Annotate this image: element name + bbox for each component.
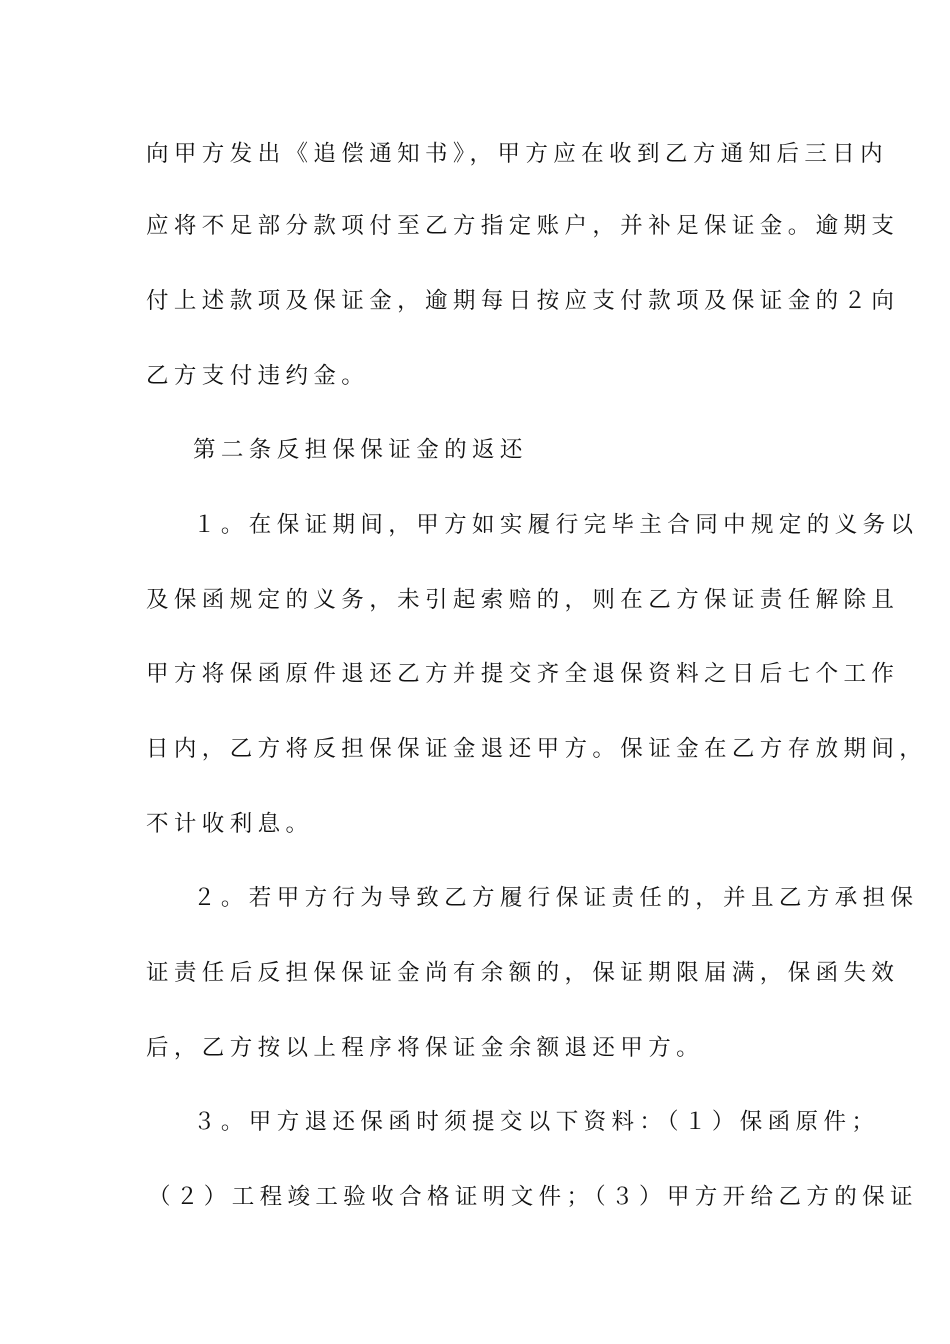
paragraph-line: 甲方将保函原件退还乙方并提交齐全退保资料之日后七个工作	[146, 661, 900, 687]
section-heading: 第二条反担保保证金的返还	[193, 437, 528, 463]
paragraph-line: １。在保证期间，甲方如实履行完毕主合同中规定的义务以	[193, 512, 919, 538]
paragraph-line: 日内，乙方将反担保保证金退还甲方。保证金在乙方存放期间，	[146, 736, 928, 762]
paragraph-line: ２。若甲方行为导致乙方履行保证责任的，并且乙方承担保	[193, 885, 919, 911]
paragraph-line: 付上述款项及保证金，逾期每日按应支付款项及保证金的２向	[146, 288, 900, 314]
paragraph-line: 应将不足部分款项付至乙方指定账户，并补足保证金。逾期支	[146, 213, 900, 239]
paragraph-line: 乙方支付违约金。	[146, 363, 370, 389]
paragraph-line: （２）工程竣工验收合格证明文件；（３）甲方开给乙方的保证	[148, 1184, 918, 1210]
paragraph-line: 证责任后反担保保证金尚有余额的，保证期限届满，保函失效	[146, 960, 900, 986]
paragraph-line: 及保函规定的义务，未引起索赔的，则在乙方保证责任解除且	[146, 587, 900, 613]
paragraph-line: 向甲方发出《追偿通知书》，甲方应在收到乙方通知后三日内	[146, 141, 889, 167]
paragraph-line: ３。甲方退还保函时须提交以下资料：（１）保函原件；	[193, 1109, 880, 1135]
paragraph-line: 后，乙方按以上程序将保证金余额退还甲方。	[146, 1035, 705, 1061]
paragraph-line: 不计收利息。	[146, 811, 314, 837]
